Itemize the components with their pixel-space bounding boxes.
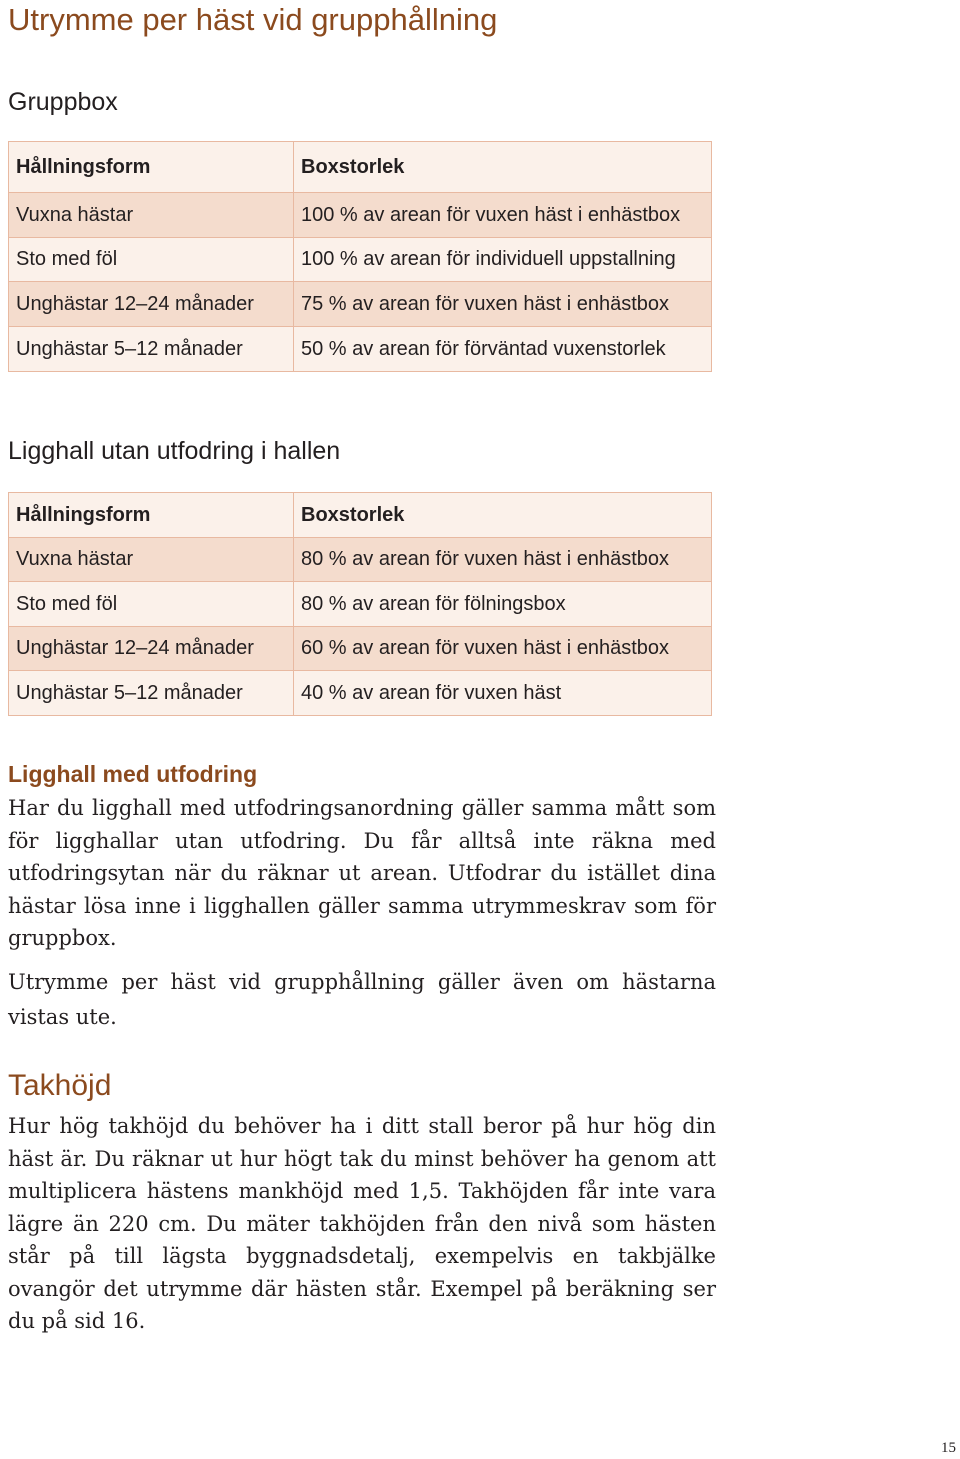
table-cell: 75 % av arean för vuxen häst i enhästbox <box>294 282 712 327</box>
page-title: Utrymme per häst vid grupphållning <box>8 2 498 37</box>
table-cell: Unghästar 12–24 månader <box>9 627 294 671</box>
table-row <box>9 193 712 238</box>
column-header: Boxstorlek <box>294 142 712 193</box>
table-row <box>9 327 712 372</box>
table-cell: 80 % av arean för fölningsbox <box>294 582 712 627</box>
table-cell: Unghästar 5–12 månader <box>9 671 294 716</box>
table-cell: Unghästar 5–12 månader <box>9 327 294 372</box>
page-number: 15 <box>941 1440 956 1456</box>
column-header: Boxstorlek <box>294 493 712 538</box>
gruppbox-table <box>8 141 712 372</box>
table-cell: Vuxna hästar <box>9 193 294 238</box>
table-row <box>9 582 712 627</box>
column-header: Hållningsform <box>9 142 294 193</box>
table-cell: Unghästar 12–24 månader <box>9 282 294 327</box>
table-row <box>9 238 712 282</box>
subheading-ligghall-med-utfodring: Ligghall med utfodring <box>8 761 258 787</box>
table-row <box>9 627 712 671</box>
table-row <box>9 282 712 327</box>
table-header-row <box>9 142 712 193</box>
table-cell: 100 % av arean för individuell uppstallning <box>294 238 712 282</box>
section-title-gruppbox: Gruppbox <box>8 88 118 116</box>
ligghall-table <box>8 492 712 716</box>
table-cell: 40 % av arean för vuxen häst <box>294 671 712 716</box>
column-header: Hållningsform <box>9 493 294 538</box>
table-cell: Sto med föl <box>9 582 294 627</box>
paragraph-feeding: Har du ligghall med utfodringsanordning gäller samma mått som för ligghallar utan utfodring. Du får alltså inte räkna med utfodringsytan när du räknar ut arean. Utfodrar du istället dina hästar lösa inne i ligghallen gäller samma utrymmeskrav som för gruppbox. <box>8 796 716 950</box>
table-cell: 50 % av arean för förväntad vuxenstorlek <box>294 327 712 372</box>
table-row <box>9 538 712 582</box>
heading-takhojd: Takhöjd <box>8 1069 112 1102</box>
paragraph-takhojd: Hur hög takhöjd du behöver ha i ditt stall beror på hur hög din häst är. Du räknar ut hur högt tak du minst behöver ha genom att multiplicera hästens mankhöjd med 1,5. Takhöjden får inte vara lägre än 220 cm. Du mäter takhöjden från den nivå som hästen står på till lägsta byggnadsdetalj, exempelvis en takbjälke ovangör det utrymme där hästen står. Exempel på beräkning ser du på sid 16. <box>8 1114 716 1333</box>
table-header-row <box>9 493 712 538</box>
table-row <box>9 671 712 716</box>
table-cell: 60 % av arean för vuxen häst i enhästbox <box>294 627 712 671</box>
table-cell: 100 % av arean för vuxen häst i enhästbox <box>294 193 712 238</box>
section-title-ligghall: Ligghall utan utfodring i hallen <box>8 437 341 465</box>
table-cell: Sto med föl <box>9 238 294 282</box>
paragraph-outdoor: Utrymme per häst vid grupphållning gäller även om hästarna vistas ute. <box>8 970 716 1029</box>
table-cell: Vuxna hästar <box>9 538 294 582</box>
table-cell: 80 % av arean för vuxen häst i enhästbox <box>294 538 712 582</box>
